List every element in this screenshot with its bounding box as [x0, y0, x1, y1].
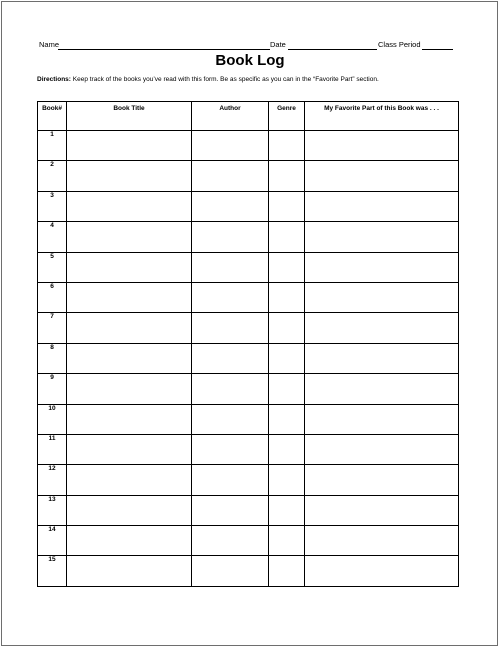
favorite-part-cell[interactable]	[305, 313, 459, 343]
author-cell[interactable]	[192, 191, 269, 221]
table-row	[38, 434, 459, 464]
favorite-part-cell[interactable]	[305, 526, 459, 556]
genre-cell[interactable]	[269, 526, 305, 556]
genre-cell[interactable]	[269, 282, 305, 312]
author-cell[interactable]	[192, 252, 269, 282]
genre-cell[interactable]	[269, 191, 305, 221]
table-row	[38, 404, 459, 434]
genre-cell[interactable]	[269, 313, 305, 343]
table-row	[38, 161, 459, 191]
date-label: Date	[270, 40, 286, 49]
row-number: 14	[38, 526, 67, 556]
author-cell[interactable]	[192, 556, 269, 586]
row-number: 15	[38, 556, 67, 586]
book-title-cell[interactable]	[67, 526, 192, 556]
author-cell[interactable]	[192, 404, 269, 434]
name-label: Name	[39, 40, 60, 49]
book-title-cell[interactable]	[67, 282, 192, 312]
book-title-cell[interactable]	[67, 313, 192, 343]
author-cell[interactable]	[192, 374, 269, 404]
name-field[interactable]	[58, 49, 270, 50]
table-row	[38, 526, 459, 556]
book-log-table	[37, 101, 459, 587]
book-title-cell[interactable]	[67, 222, 192, 252]
book-title-cell[interactable]	[67, 556, 192, 586]
table-row	[38, 191, 459, 221]
column-header-book-number: Book#	[38, 102, 67, 131]
author-cell[interactable]	[192, 222, 269, 252]
column-header-favorite-part: My Favorite Part of this Book was . . .	[305, 102, 459, 131]
author-cell[interactable]	[192, 343, 269, 373]
favorite-part-cell[interactable]	[305, 343, 459, 373]
author-cell[interactable]	[192, 313, 269, 343]
row-number: 9	[38, 374, 67, 404]
table-row	[38, 252, 459, 282]
genre-cell[interactable]	[269, 222, 305, 252]
row-number: 2	[38, 161, 67, 191]
row-number: 4	[38, 222, 67, 252]
author-cell[interactable]	[192, 434, 269, 464]
table-row	[38, 131, 459, 161]
table-row	[38, 556, 459, 586]
table-row	[38, 222, 459, 252]
column-header-author: Author	[192, 102, 269, 131]
book-title-cell[interactable]	[67, 404, 192, 434]
genre-cell[interactable]	[269, 404, 305, 434]
class-period-label: Class Period	[378, 40, 421, 49]
book-title-cell[interactable]	[67, 495, 192, 525]
genre-cell[interactable]	[269, 374, 305, 404]
book-title-cell[interactable]	[67, 191, 192, 221]
row-number: 8	[38, 343, 67, 373]
row-number: 12	[38, 465, 67, 495]
table-row	[38, 282, 459, 312]
favorite-part-cell[interactable]	[305, 282, 459, 312]
favorite-part-cell[interactable]	[305, 374, 459, 404]
genre-cell[interactable]	[269, 495, 305, 525]
table-row	[38, 313, 459, 343]
row-number: 11	[38, 434, 67, 464]
directions	[37, 75, 467, 85]
row-number: 10	[38, 404, 67, 434]
genre-cell[interactable]	[269, 556, 305, 586]
favorite-part-cell[interactable]	[305, 131, 459, 161]
favorite-part-cell[interactable]	[305, 191, 459, 221]
table-header-row	[38, 102, 459, 131]
row-number: 7	[38, 313, 67, 343]
favorite-part-cell[interactable]	[305, 404, 459, 434]
book-title-cell[interactable]	[67, 434, 192, 464]
directions-label: Directions:	[37, 76, 71, 83]
favorite-part-cell[interactable]	[305, 556, 459, 586]
favorite-part-cell[interactable]	[305, 465, 459, 495]
table-row	[38, 343, 459, 373]
class-period-field[interactable]	[422, 49, 453, 50]
favorite-part-cell[interactable]	[305, 252, 459, 282]
genre-cell[interactable]	[269, 161, 305, 191]
genre-cell[interactable]	[269, 343, 305, 373]
table-row	[38, 495, 459, 525]
favorite-part-cell[interactable]	[305, 434, 459, 464]
directions-text: Keep track of the books you’ve read with this form. Be as specific as you can in the “Favorite Part” section.	[72, 76, 379, 83]
book-title-cell[interactable]	[67, 131, 192, 161]
table-row	[38, 374, 459, 404]
favorite-part-cell[interactable]	[305, 161, 459, 191]
book-title-cell[interactable]	[67, 161, 192, 191]
row-number: 1	[38, 131, 67, 161]
table-row	[38, 465, 459, 495]
column-header-genre: Genre	[269, 102, 305, 131]
favorite-part-cell[interactable]	[305, 495, 459, 525]
genre-cell[interactable]	[269, 252, 305, 282]
row-number: 6	[38, 282, 67, 312]
row-number: 13	[38, 495, 67, 525]
author-cell[interactable]	[192, 465, 269, 495]
genre-cell[interactable]	[269, 434, 305, 464]
page-title: Book Log	[215, 52, 285, 69]
row-number: 3	[38, 191, 67, 221]
author-cell[interactable]	[192, 282, 269, 312]
book-title-cell[interactable]	[67, 465, 192, 495]
favorite-part-cell[interactable]	[305, 222, 459, 252]
genre-cell[interactable]	[269, 465, 305, 495]
genre-cell[interactable]	[269, 131, 305, 161]
book-title-cell[interactable]	[67, 374, 192, 404]
author-cell[interactable]	[192, 526, 269, 556]
date-field[interactable]	[288, 49, 377, 50]
book-title-cell[interactable]	[67, 343, 192, 373]
author-cell[interactable]	[192, 131, 269, 161]
column-header-book-title: Book Title	[67, 102, 192, 131]
row-number: 5	[38, 252, 67, 282]
author-cell[interactable]	[192, 495, 269, 525]
author-cell[interactable]	[192, 161, 269, 191]
book-title-cell[interactable]	[67, 252, 192, 282]
